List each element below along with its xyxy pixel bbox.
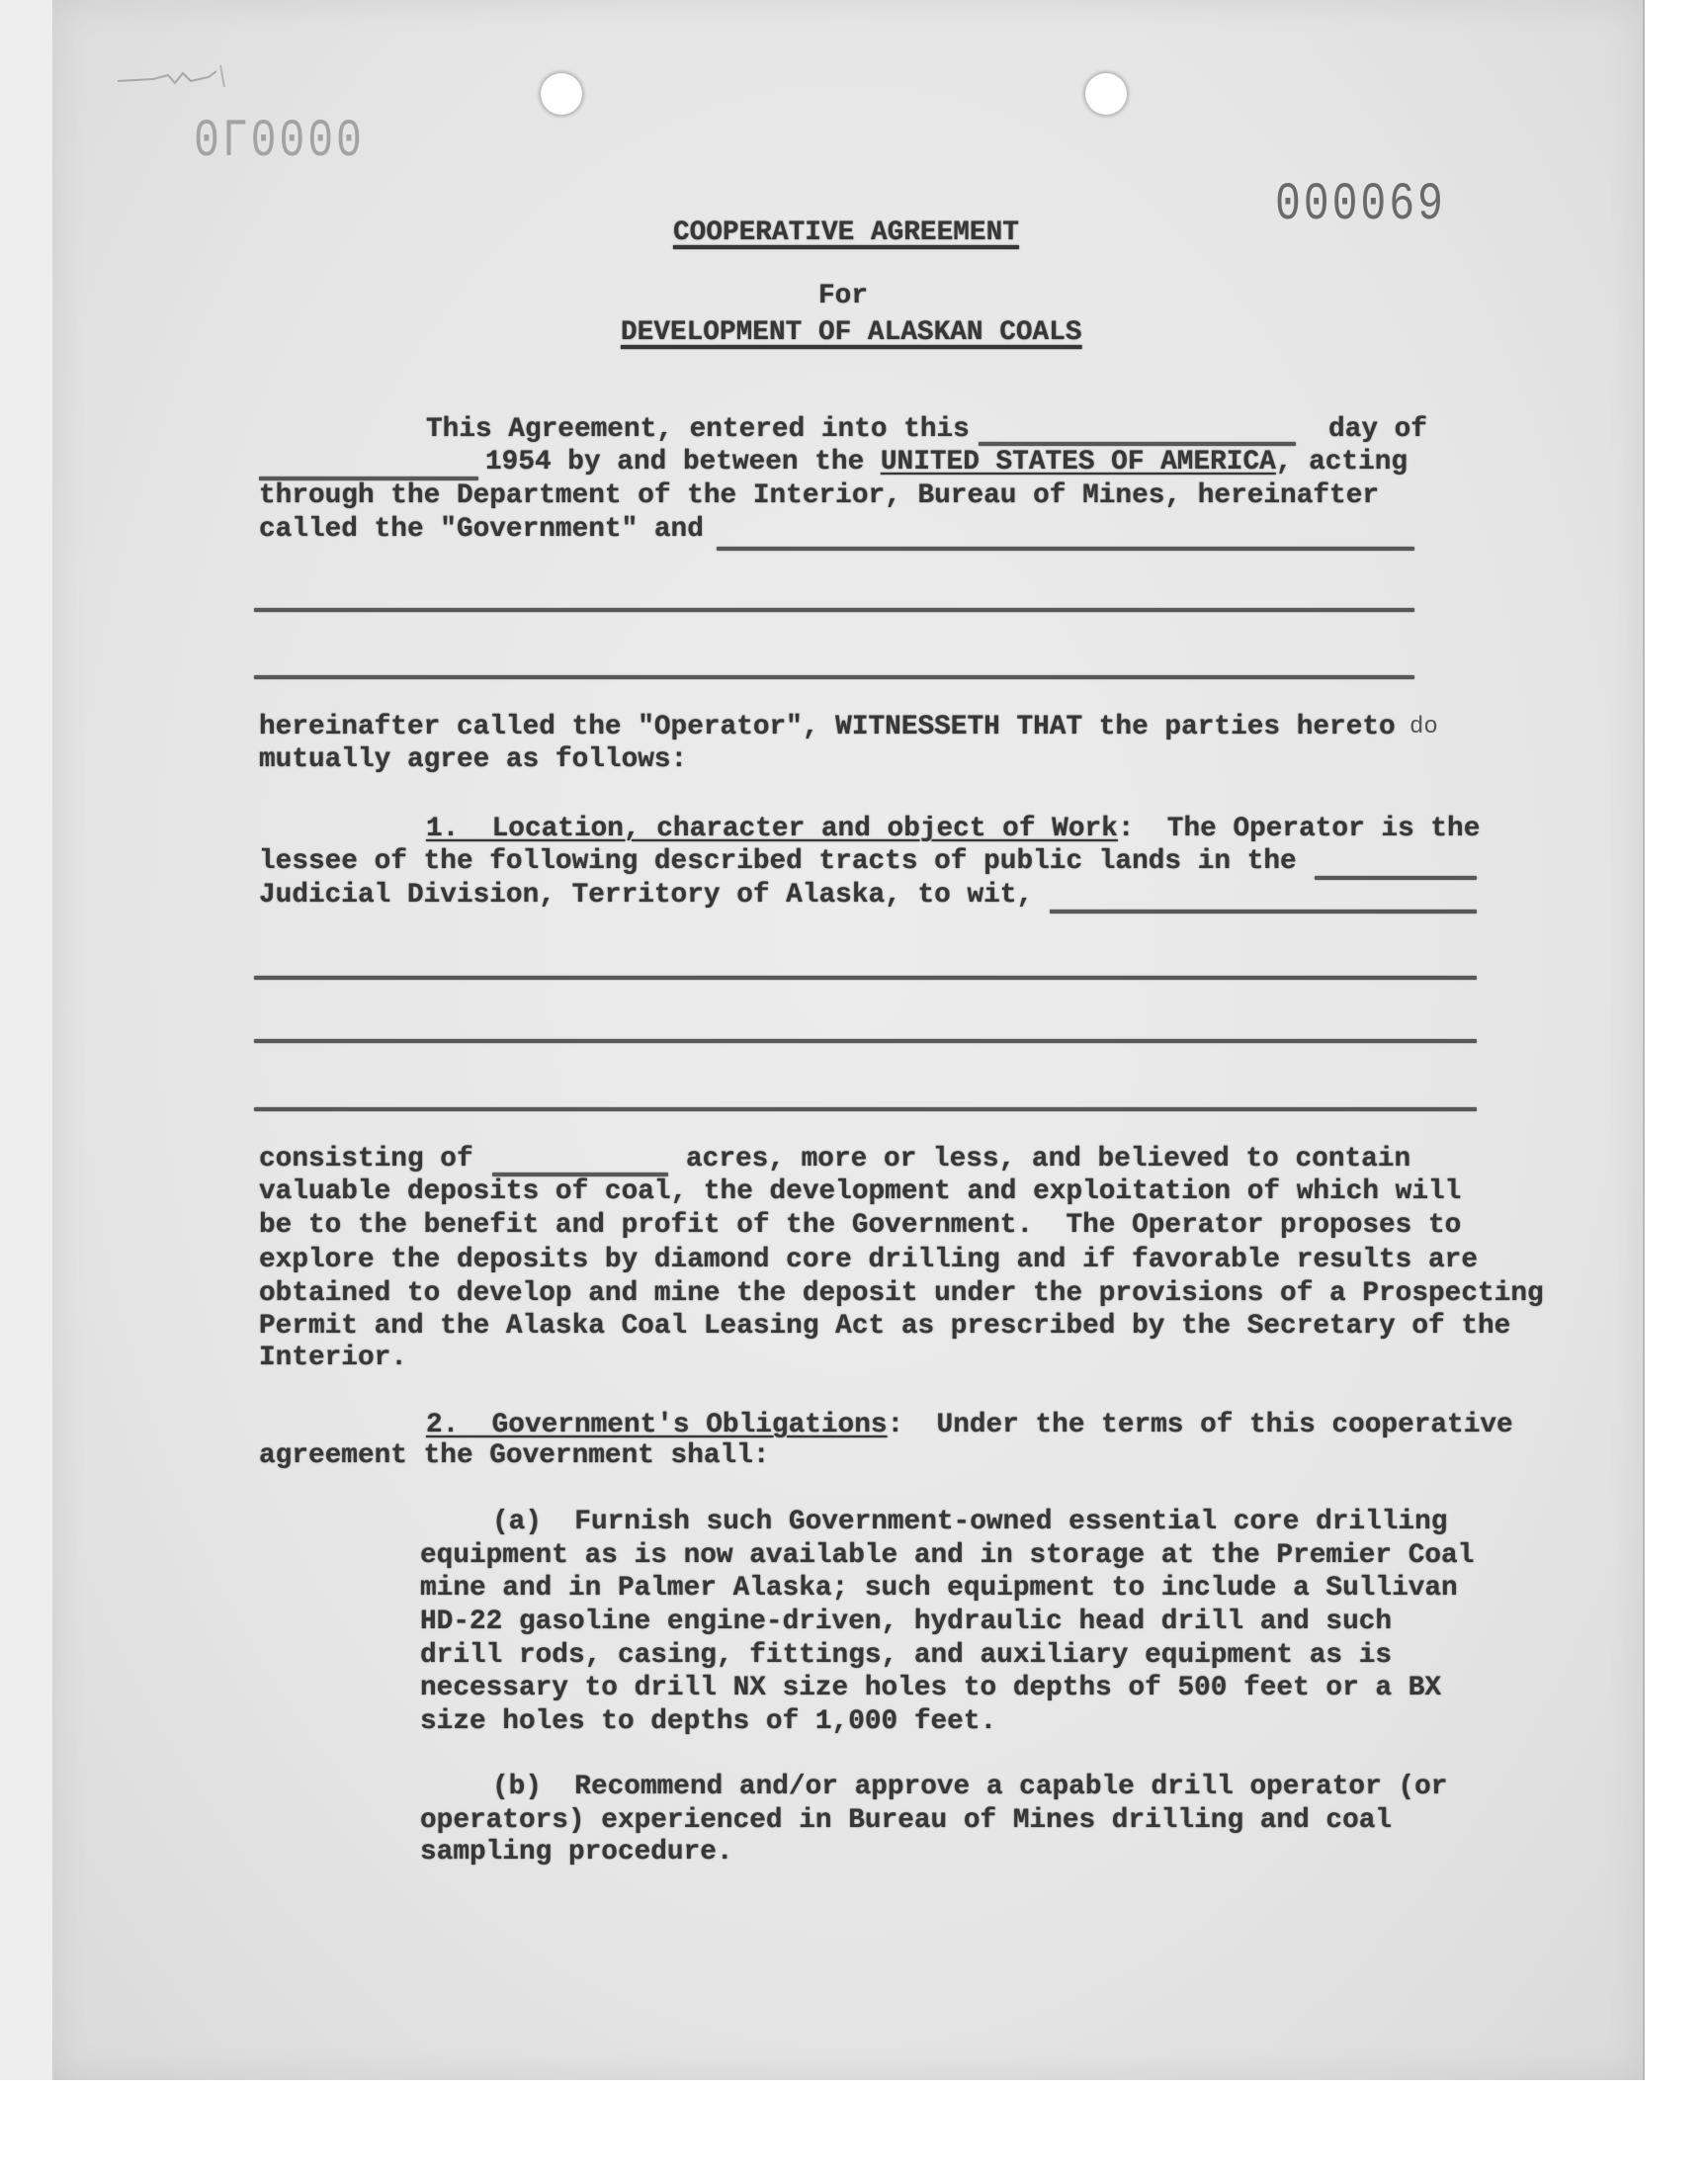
section-1-body-line: be to the benefit and profit of the Government. The Operator proposes to: [259, 1210, 1462, 1241]
section-2-heading: 2. Government's Obligations: [426, 1410, 888, 1440]
page-number-stamp: 000069: [1275, 175, 1446, 235]
preamble-line-6: mutually agree as follows:: [259, 744, 688, 775]
mirrored-stamp-number: 0Г0000: [194, 112, 365, 172]
preamble-line-2-start: 1954 by and between the: [485, 447, 881, 478]
section-1-heading-rest: : The Operator is the: [1117, 814, 1481, 844]
bleed-through-mark: [114, 61, 242, 91]
blank-line-tract-1: [1050, 910, 1477, 914]
blank-line-tract-2: [254, 976, 1477, 980]
for-label: For: [818, 281, 868, 311]
preamble-line-4: called the "Government" and: [259, 514, 704, 545]
preamble-line-2-end: , acting: [1275, 447, 1409, 478]
item-a-line: mine and in Palmer Alaska; such equipment to include a Sullivan: [420, 1573, 1458, 1604]
section-1-body-line: obtained to develop and mine the deposit under the provisions of a Prospecting: [259, 1278, 1544, 1309]
punch-hole-right: [1085, 73, 1127, 115]
section-1-line-3: Judicial Division, Territory of Alaska, to wit,: [259, 880, 1034, 911]
item-a-line: size holes to depths of 1,000 feet.: [420, 1706, 997, 1737]
item-a-line: HD-22 gasoline engine-driven, hydraulic head drill and such: [420, 1607, 1393, 1637]
section-1-body-line: explore the deposits by diamond core drilling and if favorable results are: [259, 1245, 1478, 1275]
preamble-line-1-end: day of: [1328, 414, 1427, 445]
section-1-line-2: lessee of the following described tracts of public lands in the: [259, 846, 1297, 877]
item-a-line: drill rods, casing, fittings, and auxiliary equipment as is: [420, 1640, 1393, 1671]
blank-line-tract-3: [254, 1039, 1477, 1043]
document-subject: DEVELOPMENT OF ALASKAN COALS: [621, 317, 1082, 348]
preamble-line-5: hereinafter called the "Operator", WITNESSETH THAT the parties hereto: [259, 712, 1396, 742]
blank-line-judicial-division: [1315, 876, 1477, 880]
preamble-line-2: [485, 446, 1408, 479]
acreage-line-end: acres, more or less, and believed to contain: [686, 1144, 1411, 1174]
section-1-body-line: Interior.: [259, 1343, 407, 1373]
item-a-line: equipment as is now available and in storage at the Premier Coal: [420, 1540, 1475, 1571]
section-1-body-line: valuable deposits of coal, the development and exploitation of which will: [259, 1176, 1462, 1207]
section-1-heading-line: [426, 813, 1480, 846]
document-title: COOPERATIVE AGREEMENT: [673, 218, 1019, 248]
section-2-heading-rest: : Under the terms of this cooperative: [887, 1410, 1513, 1440]
item-b-line: sampling procedure.: [420, 1837, 733, 1868]
preamble-line-3: through the Department of the Interior, Bureau of Mines, hereinafter: [259, 480, 1380, 511]
section-1-body-line: Permit and the Alaska Coal Leasing Act as prescribed by the Secretary of the: [259, 1311, 1511, 1342]
acreage-line-start: consisting of: [259, 1144, 473, 1174]
punch-hole-left: [541, 73, 582, 115]
inserted-word: do: [1409, 714, 1438, 740]
section-2-line-2: agreement the Government shall:: [259, 1440, 770, 1471]
section-2-heading-line: [426, 1409, 1513, 1442]
item-b-line: operators) experienced in Bureau of Mines drilling and coal: [420, 1805, 1393, 1836]
blank-line-tract-4: [254, 1107, 1477, 1111]
blank-line-operator-2: [254, 608, 1414, 612]
section-1-heading: 1. Location, character and object of Work: [426, 814, 1118, 844]
blank-line-operator-3: [254, 675, 1414, 679]
preamble-line-1: This Agreement, entered into this: [426, 414, 970, 445]
party-government-name: UNITED STATES OF AMERICA: [880, 447, 1276, 478]
item-a-line: necessary to drill NX size holes to depths of 500 feet or a BX: [420, 1673, 1442, 1703]
item-b-line: (b) Recommend and/or approve a capable drill operator (or: [492, 1772, 1448, 1802]
item-a-line: (a) Furnish such Government-owned essential core drilling: [492, 1507, 1448, 1537]
blank-line-operator-1: [717, 547, 1414, 551]
